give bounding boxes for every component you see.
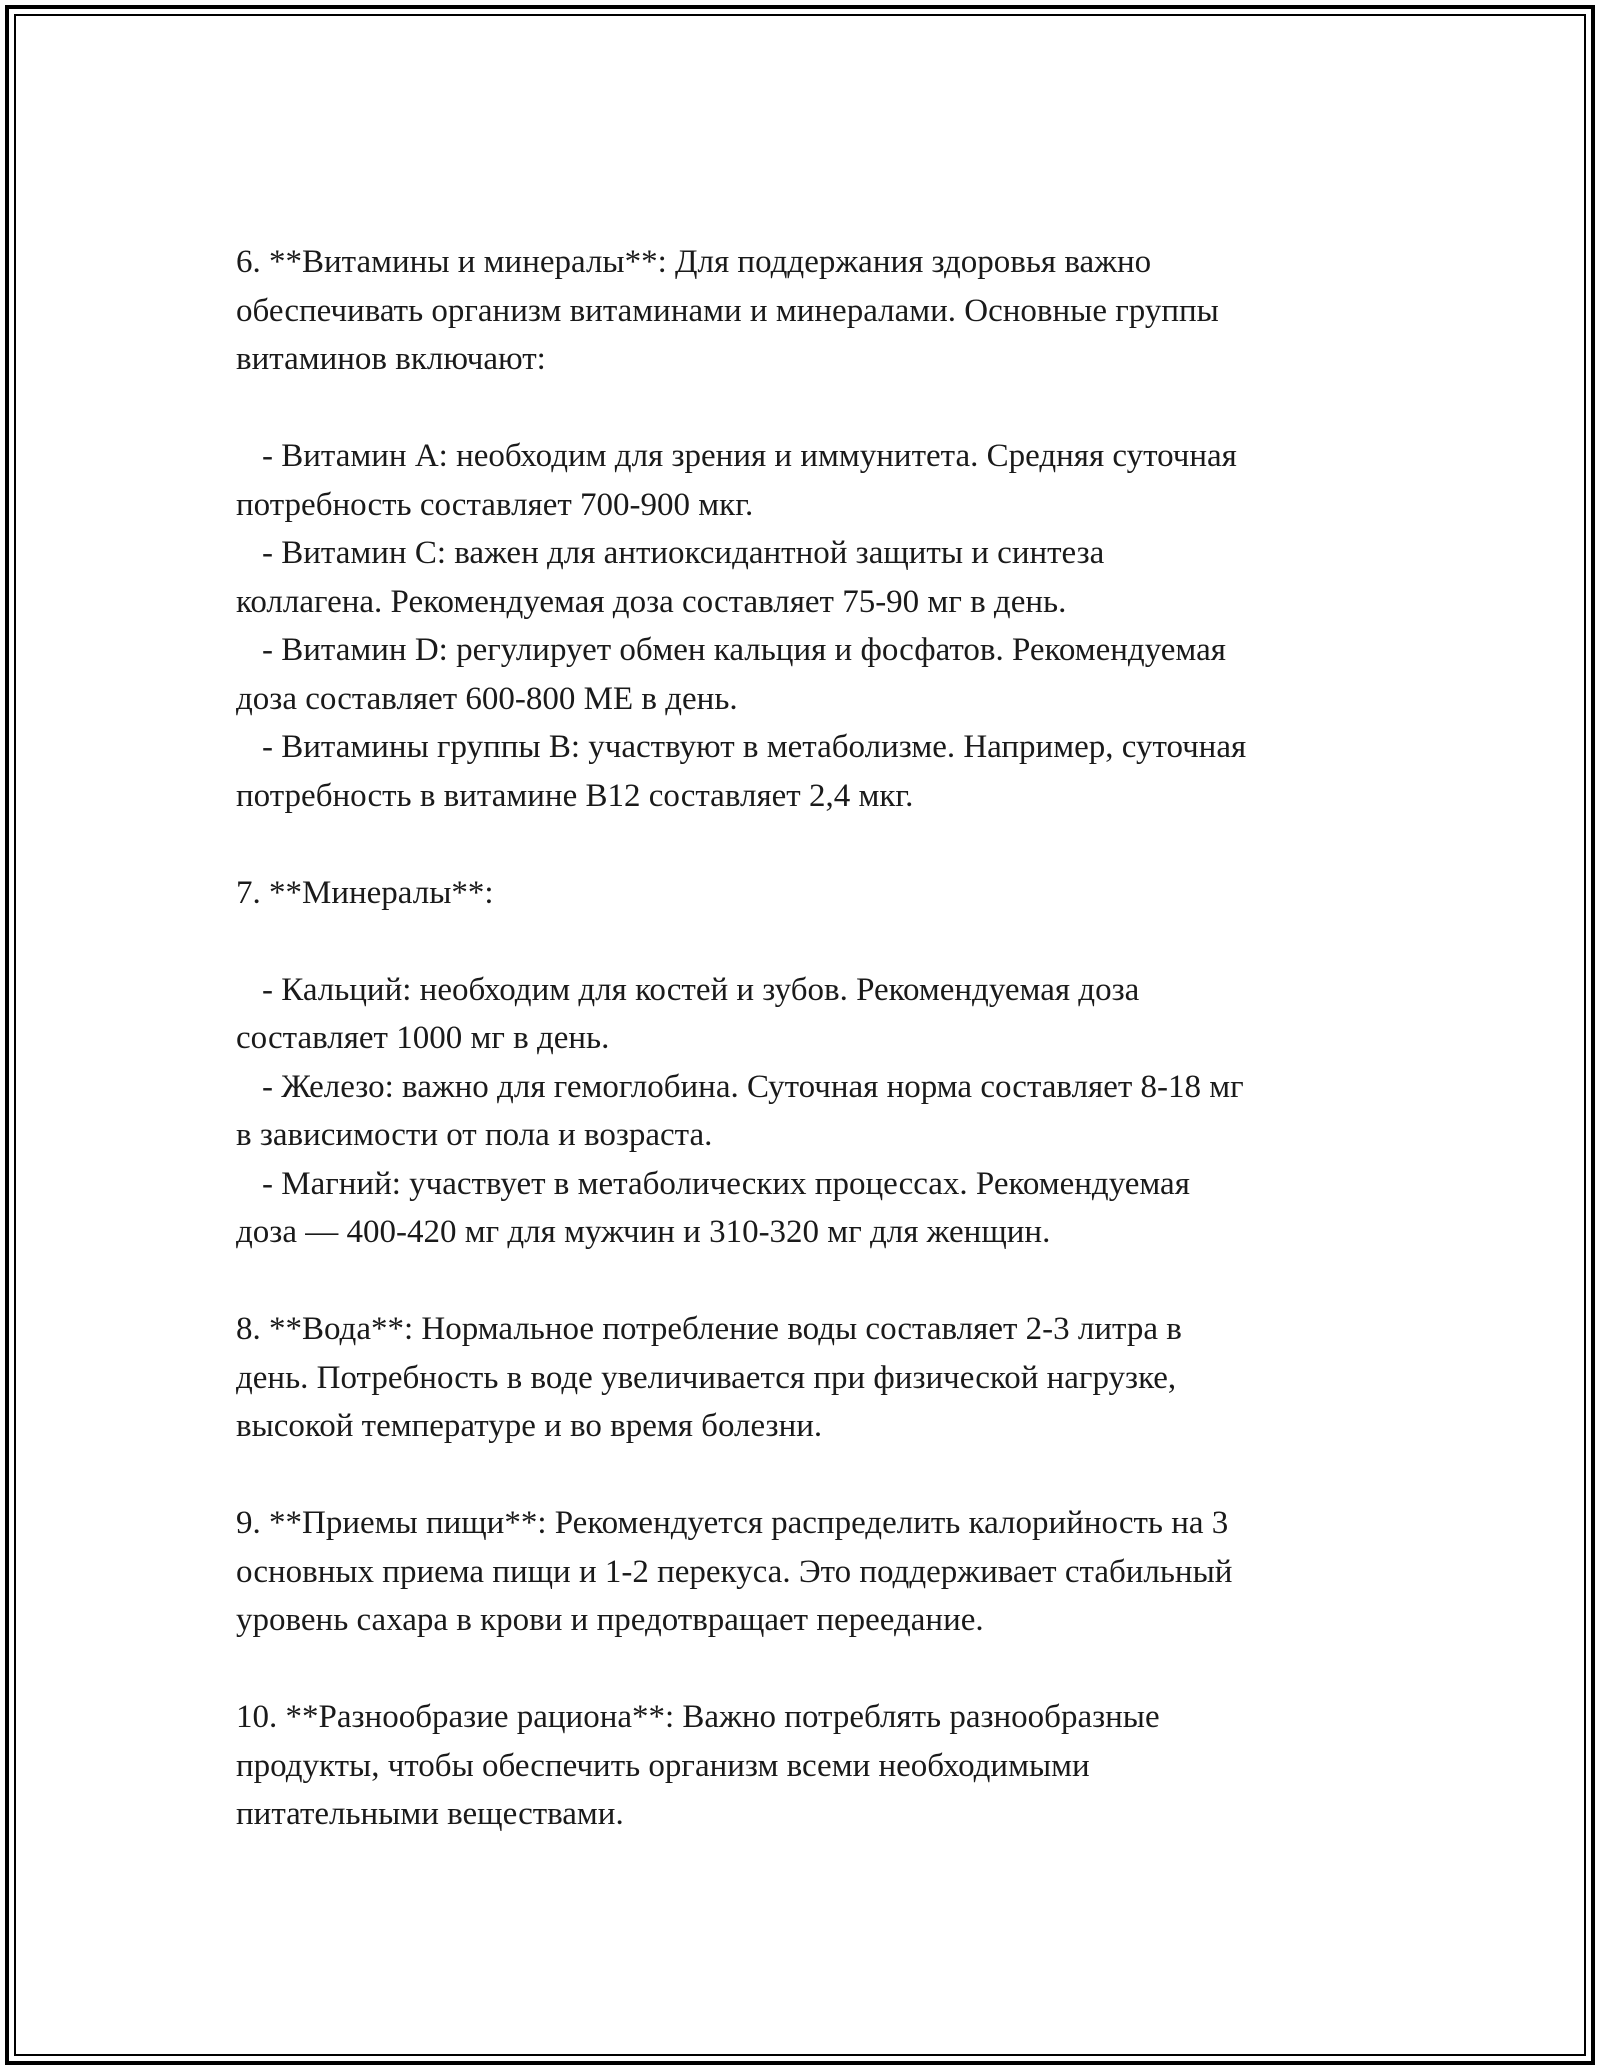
list-item-line: - Железо: важно для гемоглобина. Суточная норма составляет 8-18 мг <box>262 1068 1244 1105</box>
text-line: продукты, чтобы обеспечить организм всеми необходимыми <box>236 1747 1090 1784</box>
text-line: витаминов включают: <box>236 341 546 377</box>
text-line: 10. **Разнообразие рациона**: Важно потреблять разнообразные <box>236 1699 1160 1735</box>
list-item-line: - Кальций: необходим для костей и зубов. Рекомендуемая доза <box>262 971 1140 1008</box>
blank-line <box>236 820 1386 869</box>
section-heading: 7. **Минералы**: <box>236 874 494 911</box>
list-item-line: - Витамин A: необходим для зрения и иммунитета. Средняя суточная <box>262 438 1237 474</box>
text-line: день. Потребность в воде увеличивается при физической нагрузке, <box>236 1359 1177 1396</box>
text-line: уровень сахара в крови и предотвращает переедание. <box>236 1602 984 1638</box>
text-line: высокой температуре и во время болезни. <box>236 1408 823 1444</box>
text-line: основных приема пищи и 1-2 перекуса. Это поддерживает стабильный <box>236 1553 1233 1590</box>
text-line: составляет 1000 мг в день. <box>236 1020 610 1056</box>
blank-line <box>236 1645 1386 1694</box>
text-line: в зависимости от пола и возраста. <box>236 1117 713 1153</box>
text-line: 9. **Приемы пищи**: Рекомендуется распределить калорийность на 3 <box>236 1505 1229 1541</box>
blank-line <box>236 1257 1386 1306</box>
blank-line <box>236 917 1386 966</box>
text-line: питательными веществами. <box>236 1796 624 1832</box>
text-line: доза составляет 600-800 МЕ в день. <box>236 680 738 717</box>
text-line: коллагена. Рекомендуемая доза составляет 75-90 мг в день. <box>236 583 1067 620</box>
text-line: потребность составляет 700-900 мкг. <box>236 486 754 523</box>
blank-line <box>236 384 1386 433</box>
text-line: 8. **Вода**: Нормальное потребление воды составляет 2-3 литра в <box>236 1311 1182 1347</box>
list-item-line: - Витамин D: регулирует обмен кальция и фосфатов. Рекомендуемая <box>262 632 1226 668</box>
list-item-line: - Магний: участвует в метаболических процессах. Рекомендуемая <box>262 1165 1190 1202</box>
text-line: 6. **Витамины и минералы**: Для поддержания здоровья важно <box>236 244 1152 280</box>
text-line: доза — 400-420 мг для мужчин и 310-320 мг для женщин. <box>236 1214 1051 1250</box>
document-body <box>236 238 1386 1839</box>
text-line: обеспечивать организм витаминами и минералами. Основные группы <box>236 292 1219 329</box>
list-item-line: - Витамин C: важен для антиоксидантной защиты и синтеза <box>262 535 1105 571</box>
blank-line <box>236 1451 1386 1500</box>
list-item-line: - Витамины группы B: участвуют в метаболизме. Например, суточная <box>262 729 1247 765</box>
text-line: потребность в витамине B12 составляет 2,4 мкг. <box>236 777 914 814</box>
